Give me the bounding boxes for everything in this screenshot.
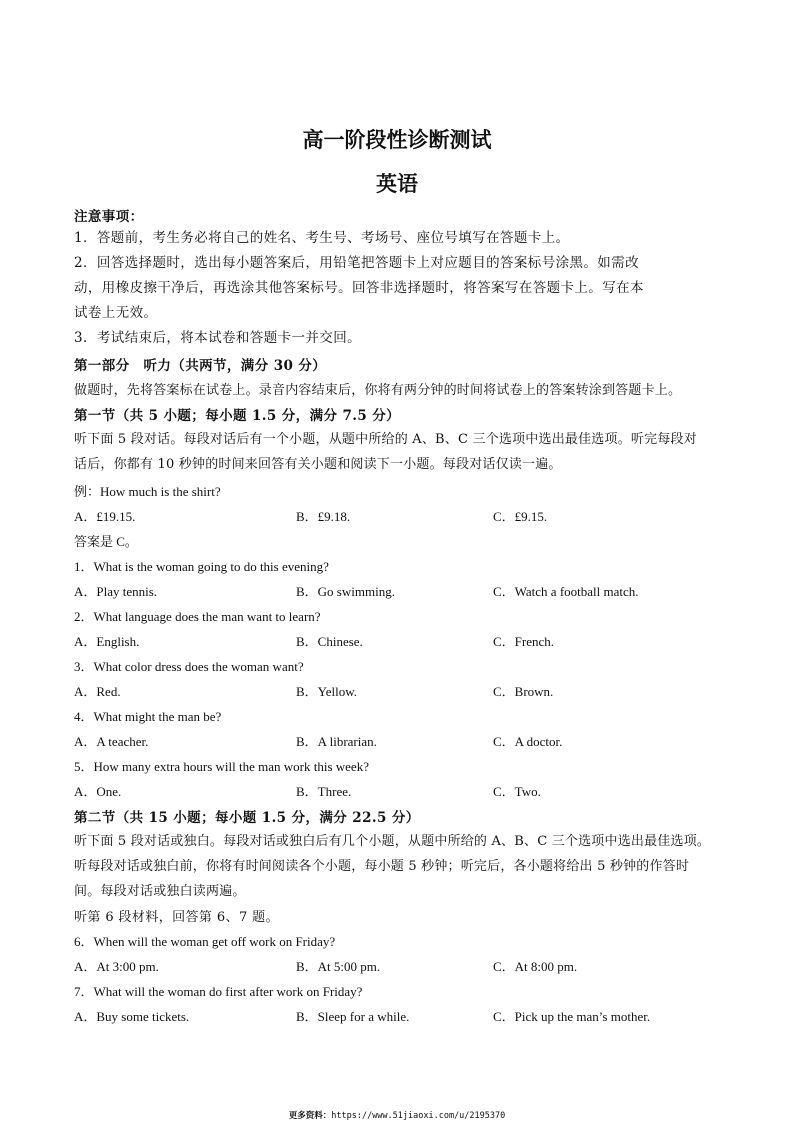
- section1-intro-line-1: 听下面 5 段对话。每段对话后有一个小题，从题中所给的 A、B、C 三个选项中选出最佳选项。听完每段对: [74, 432, 697, 447]
- notice-item-3: 3．考试结束后，将本试卷和答题卡一并交回。: [74, 330, 361, 346]
- q4-option-a: A．A teacher.: [74, 734, 149, 749]
- example-option-b: B．£9.18.: [296, 509, 351, 524]
- example-option-c: C．£9.15.: [493, 509, 548, 524]
- section1-intro-line-2: 话后，你都有 10 秒钟的时间来回答有关小题和阅读下一小题。每段对话仅读一遍。: [74, 457, 562, 472]
- question-5: 5．How many extra hours will the man work this week?: [74, 759, 369, 774]
- section2-intro: [74, 829, 724, 904]
- footer-link[interactable]: https://www.51jiaoxi.com/u/2195370: [331, 1111, 506, 1121]
- section1-intro: [74, 427, 724, 477]
- q2-option-a: A．English.: [74, 634, 140, 649]
- q1-option-c: C．Watch a football match.: [493, 584, 639, 599]
- material-6-note: 听第 6 段材料，回答第 6、7 题。: [74, 910, 279, 925]
- footer: [0, 1109, 794, 1121]
- q5-option-b: B．Three.: [296, 784, 352, 799]
- section1-heading: 第一节（共 5 小题；每小题 1.5 分，满分 7.5 分）: [74, 408, 401, 424]
- q7-option-c: C．Pick up the man’s mother.: [493, 1009, 651, 1024]
- q1-option-a: A．Play tennis.: [74, 584, 158, 599]
- q4-option-c: C．A doctor.: [493, 734, 563, 749]
- section2-heading: 第二节（共 15 小题；每小题 1.5 分，满分 22.5 分）: [74, 810, 420, 826]
- q7-option-a: A．Buy some tickets.: [74, 1009, 190, 1024]
- notice-block: [74, 226, 724, 351]
- notice-item-2-line-3: 试卷上无效。: [74, 305, 158, 321]
- notice-item-2-line-1: 2．回答选择题时，选出每小题答案后，用铅笔把答题卡上对应题目的答案标号涂黑。如需改: [74, 255, 639, 271]
- subject-title: 英语: [376, 171, 418, 196]
- question-6: 6．When will the woman get off work on Friday?: [74, 934, 336, 949]
- q7-option-b: B．Sleep for a while.: [296, 1009, 410, 1024]
- q3-option-c: C．Brown.: [493, 684, 554, 699]
- q2-option-c: C．French.: [493, 634, 555, 649]
- q4-option-b: B．A librarian.: [296, 734, 377, 749]
- part1-heading: 第一部分 听力（共两节，满分 30 分）: [74, 358, 327, 374]
- part1-intro: 做题时，先将答案标在试卷上。录音内容结束后，你将有两分钟的时间将试卷上的答案转涂到答题卡上。: [74, 383, 682, 398]
- q2-option-b: B．Chinese.: [296, 634, 363, 649]
- example-question: 例：How much is the shirt?: [74, 484, 221, 499]
- question-4: 4．What might the man be?: [74, 709, 222, 724]
- q1-option-b: B．Go swimming.: [296, 584, 395, 599]
- footer-label: 更多资料：: [288, 1111, 332, 1121]
- example-option-a: A．£19.15.: [74, 509, 136, 524]
- q6-option-b: B．At 5:00 pm.: [296, 959, 381, 974]
- notice-heading: 注意事项：: [74, 209, 144, 225]
- section2-intro-line-2: 听每段对话或独白前，你将有时间阅读各个小题，每小题 5 秒钟；听完后，各小题将给出 5 秒钟的作答时: [74, 859, 690, 874]
- question-7: 7．What will the woman do first after work on Friday?: [74, 984, 363, 999]
- page-title: 高一阶段性诊断测试: [302, 127, 492, 152]
- q3-option-b: B．Yellow.: [296, 684, 358, 699]
- q5-option-a: A．One.: [74, 784, 122, 799]
- q5-option-c: C．Two.: [493, 784, 541, 799]
- q3-option-a: A．Red.: [74, 684, 121, 699]
- example-answer: 答案是 C。: [74, 534, 138, 549]
- q6-option-a: A．At 3:00 pm.: [74, 959, 159, 974]
- notice-item-1: 1．答题前，考生务必将自己的姓名、考生号、考场号、座位号填写在答题卡上。: [74, 230, 570, 246]
- section2-intro-line-3: 间。每段对话或独白读两遍。: [74, 884, 246, 899]
- question-2: 2．What language does the man want to learn?: [74, 609, 321, 624]
- q6-option-c: C．At 8:00 pm.: [493, 959, 578, 974]
- question-1: 1．What is the woman going to do this evening?: [74, 559, 329, 574]
- section2-intro-line-1: 听下面 5 段对话或独白。每段对话或独白后有几个小题，从题中所给的 A、B、C 三个选项中选出最佳选项。: [74, 834, 711, 849]
- notice-item-2-line-2: 动，用橡皮擦干净后，再选涂其他答案标号。回答非选择题时，将答案写在答题卡上。写在本: [74, 280, 644, 296]
- question-3: 3．What color dress does the woman want?: [74, 659, 304, 674]
